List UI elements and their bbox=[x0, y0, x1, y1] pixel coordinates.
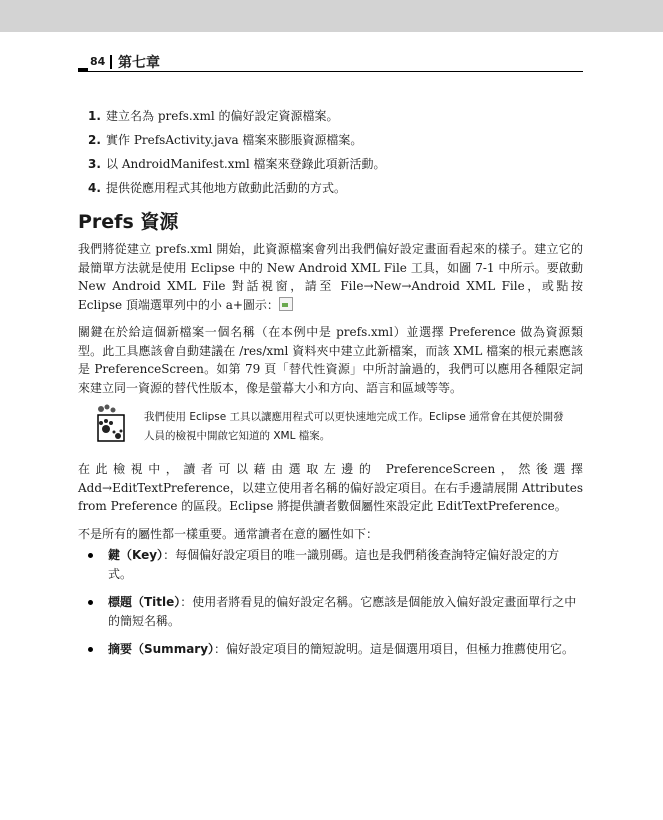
top-gray-band bbox=[0, 0, 663, 32]
bullet-dot bbox=[88, 647, 93, 652]
tip-note bbox=[92, 403, 562, 449]
header-divider bbox=[110, 55, 112, 69]
paragraph-editor: 在此檢視中，讀者可以藉由選取左邊的 PreferenceScreen，然後選擇 Add→EditTextPreference，以建立使用者名稱的偏好設定項目。在右手邊請展開 Attributes from Preference 的區段。Eclipse 將提供讀者數個屬性來設定此 EditTextPreference。 bbox=[78, 462, 583, 513]
list-item: 摘要（Summary）：偏好設定項目的簡短說明。這是個選用項目，但極力推薦使用它。 bbox=[88, 640, 583, 659]
list-item: 標題（Title）：使用者將看見的偏好設定名稱。它應該是個能放入偏好設定畫面單行之中的簡短名稱。 bbox=[88, 593, 583, 631]
header-rule bbox=[88, 71, 583, 72]
list-item: 鍵（Key）：每個偏好設定項目的唯一識別碼。這也是我們稍後查詢特定偏好設定的方式。 bbox=[88, 546, 583, 584]
steps-list bbox=[88, 107, 583, 203]
list-item: 3. 以 AndroidManifest.xml 檔案來登錄此項新活動。 bbox=[88, 157, 386, 171]
chapter-title: 第七章 bbox=[118, 55, 160, 71]
running-header bbox=[78, 52, 583, 76]
paragraph-intro: 我們將從建立 prefs.xml 開始，此資源檔案會列出我們偏好設定畫面看起來的樣子。建立它的最簡單方法就是使用 Eclipse 中的 New Android XML File 工具，如圖 7-1 中所示。要啟動 New Android XML File 對話視窗，請至 File→New→Android XML File，或點按 Eclipse 頂端選單列中的小 a+圖示： bbox=[78, 242, 583, 312]
new-android-xml-icon bbox=[279, 297, 293, 311]
list-item: 2. 實作 PrefsActivity.java 檔案來膨脹資源檔案。 bbox=[88, 133, 363, 147]
list-item: 1. 建立名為 prefs.xml 的偏好設定資源檔案。 bbox=[88, 109, 339, 123]
note-text: 我們使用 Eclipse 工具以讓應用程式可以更快速地完成工作。Eclipse 通常會在其便於開發人員的檢視中開啟它知道的 XML 檔案。 bbox=[144, 411, 564, 442]
paragraph-naming: 關鍵在於給這個新檔案一個名稱（在本例中是 prefs.xml）並選擇 Preference 做為資源類型。此工具應該會自動建議在 /res/xml 資料夾中建立此新檔案，而該 XML 檔案的根元素應該是 PreferenceScreen。如第 79 頁「替代性資源」中所討論過的，我們可以應用各種限定詞來建立同一資源的替代性版本，像是螢幕大小和方向、語言和區域等等。 bbox=[78, 325, 583, 395]
list-item: 4. 提供從應用程式其他地方啟動此活動的方式。 bbox=[88, 181, 347, 195]
bullet-dot bbox=[88, 600, 93, 605]
section-title: Prefs 資源 bbox=[78, 211, 179, 233]
bullet-dot bbox=[88, 553, 93, 558]
attribute-list bbox=[88, 546, 583, 668]
header-marker bbox=[78, 68, 88, 72]
paw-prints-icon bbox=[92, 403, 130, 447]
paragraph-attributes: 不是所有的屬性都一樣重要。通常讀者在意的屬性如下： bbox=[78, 527, 379, 541]
page-number: 84 bbox=[90, 55, 106, 68]
